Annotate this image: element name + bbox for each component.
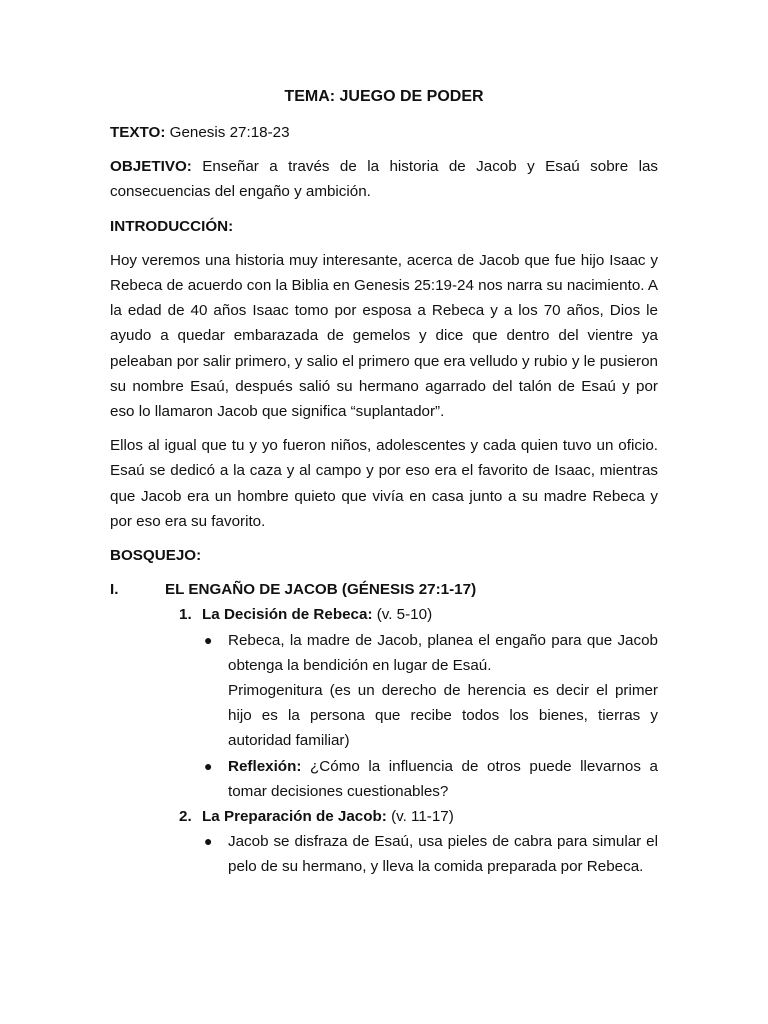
page-title: TEMA: JUEGO DE PODER — [284, 88, 484, 105]
objetivo-value: Enseñar a través de la historia de Jacob y Esaú sobre las consecuencias del engaño y ambición. — [110, 158, 658, 201]
bullet-item — [110, 754, 658, 804]
outline-item-1 — [110, 602, 658, 627]
outline-item-number: 2. — [179, 808, 192, 826]
texto-value: Genesis 27:18-23 — [165, 124, 290, 141]
bullet-item — [110, 829, 658, 879]
outline-item-title: La Preparación de Jacob: — [202, 808, 387, 826]
introduccion-heading: INTRODUCCIÓN: — [110, 217, 234, 235]
outline-item-ref: (v. 11-17) — [386, 808, 454, 826]
section-heading-1 — [110, 577, 658, 602]
bullet-text: Rebeca, la madre de Jacob, planea el engaño para que Jacob obtenga la bendición en lugar de Esaú. — [228, 631, 658, 674]
bullet-text: Jacob se disfraza de Esaú, usa pieles de cabra para simular el pelo de su hermano, y lleva la comida preparada por Rebeca. — [228, 833, 658, 876]
intro-paragraph-1: Hoy veremos una historia muy interesante, acerca de Jacob que fue hijo Isaac y Rebeca de acuerdo con la Biblia en Genesis 25:19-24 nos narra su nacimiento. A la edad de 40 años Isaac tomo por esposa a Rebeca y a los 70 años, Dios le ayudo a quedar embarazada de gemelos y dice que dentro del vientre ya peleaban por salir primero, y salio el primero que era velludo y rubio y le pusieron su nombre Esaú, después salió su hermano agarrado del talón de Esaú y por eso lo llamaron Jacob que significa “suplantador”. — [110, 251, 658, 421]
outline-item-number: 1. — [179, 606, 192, 624]
bosquejo-heading: BOSQUEJO: — [110, 547, 202, 565]
bullet-icon: ● — [204, 833, 213, 850]
section-heading-text: EL ENGAÑO DE JACOB (GÉNESIS 27:1-17) — [165, 581, 477, 599]
objetivo-label: OBJETIVO: — [110, 158, 192, 176]
objetivo-paragraph — [110, 154, 658, 204]
texto-label: TEXTO: — [110, 124, 166, 141]
bullet-bold-label: Reflexión: — [228, 757, 302, 775]
section-numeral: I. — [110, 581, 119, 599]
bullet-text: ¿Cómo la influencia de otros puede llevarnos a tomar decisiones cuestionables? — [228, 757, 658, 800]
bullet-continuation: Primogenitura (es un derecho de herencia es decir el primer hijo es la persona que recibe todos los bienes, tierras y autoridad familiar) — [228, 682, 658, 750]
bullet-icon: ● — [204, 757, 213, 774]
intro-paragraph-2: Ellos al igual que tu y yo fueron niños, adolescentes y cada quien tuvo un oficio. Esaú se dedicó a la caza y al campo y por eso era el favorito de Isaac, mientras que Jacob era un hombre quieto que vivía en casa junto a su madre Rebeca y por eso era su favorito. — [110, 437, 658, 530]
bullet-icon: ● — [204, 631, 213, 648]
outline-item-2 — [110, 804, 658, 829]
outline-item-title: La Decisión de Rebeca: — [202, 606, 373, 624]
outline-item-ref: (v. 5-10) — [372, 606, 433, 624]
bullet-item — [110, 628, 658, 678]
document-content — [110, 84, 658, 880]
texto-line — [110, 120, 658, 145]
